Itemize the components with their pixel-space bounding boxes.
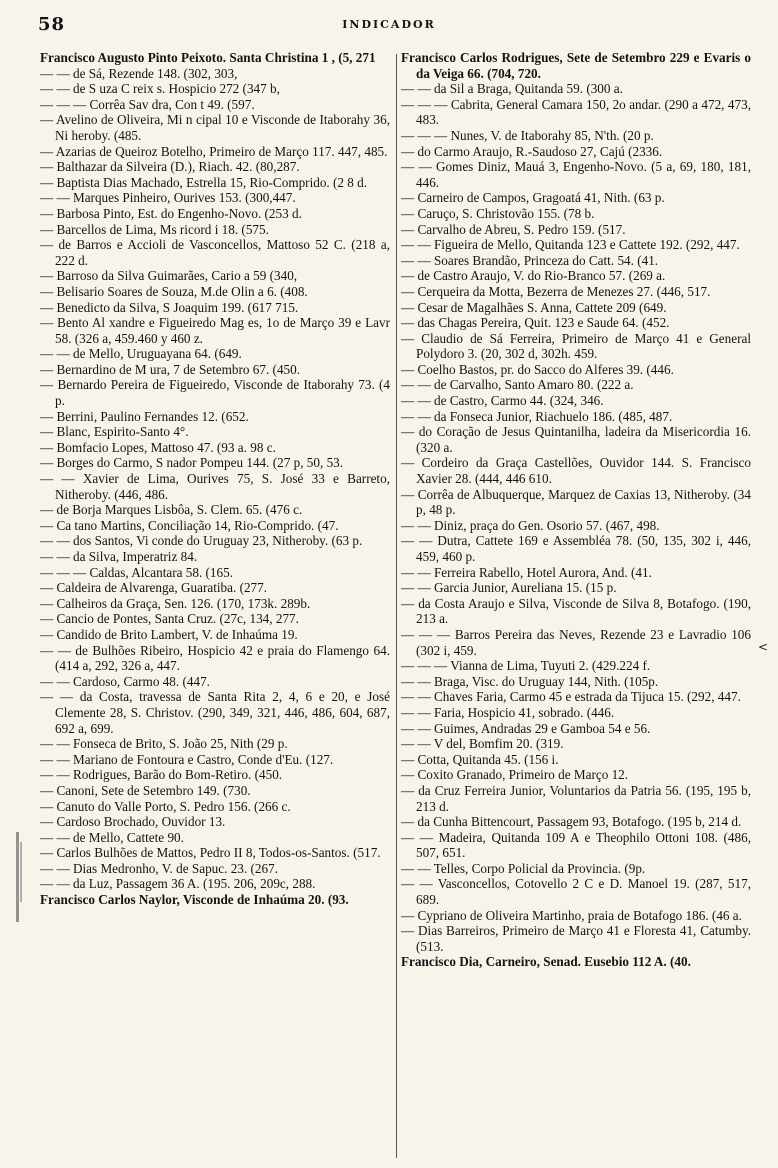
directory-entry: — Blanc, Espirito-Santo 4°. [40,424,189,440]
directory-entry: — — da Costa, travessa de Santa Rita 2, 4, 6 e 20, e José Clemente 28, S. Christov. (290, 349, 321, 446, 486, 604, 687, 692 a, 699. [40,689,390,736]
directory-entry: — Cordeiro da Graça Castellões, Ouvidor 144. S. Francisco Xavier 28. (444, 446 610. [401,455,751,487]
directory-entry: — Benedicto da Silva, S Joaquim 199. (617 715. [40,299,299,315]
directory-entry: — — de S uza C reix s. Hospicio 272 (347 b, [40,81,280,97]
margin-note: < [757,640,768,654]
directory-entry: — Baptista Dias Machado, Estrella 15, Rio-Comprido. (2 8 d. [40,174,368,190]
directory-entry: — — Marques Pinheiro, Ourives 153. (300,447. [40,190,296,206]
directory-entry: — Azarias de Queiroz Botelho, Primeiro de Março 117. 447, 485. [40,143,388,159]
directory-entry: — — Dias Medronho, V. de Sapuc. 23. (267. [40,860,278,876]
directory-entry: — Barroso da Silva Guimarães, Cario a 59 (340, [40,268,298,284]
directory-entry: — — de Bulhões Ribeiro, Hospicio 42 e praia do Flamengo 64. (414 a, 292, 326 a, 447. [40,642,390,674]
directory-entry: — — dos Santos, Vi conde do Uruguay 23, Nitheroby. (63 p. [40,533,363,549]
directory-entry: — Avelino de Oliveira, Mi n cipal 10 e Visconde de Itaborahy 36, Ni heroby. (485. [40,112,390,143]
right-entries-list [401,50,751,970]
directory-entry: — — de Mello, Uruguayana 64. (649. [40,346,242,362]
running-title: INDICADOR [342,18,436,31]
directory-entry: — Carvalho de Abreu, S. Pedro 159. (517. [401,221,626,237]
directory-entry: — — — Corrêa Sav dra, Con t 49. (597. [40,96,255,112]
directory-entry: — Corrêa de Albuquerque, Marquez de Caxias 13, Nitheroby. (34 p, 48 p. [401,486,751,518]
directory-entry: — — da Silva, Imperatriz 84. [40,549,198,564]
directory-entry: — — V del, Bomfim 20. (319. [401,736,564,752]
directory-entry: — de Barros e Accioli de Vasconcellos, Mattoso 52 C. (218 a, 222 d. [40,237,390,268]
directory-entry: — — Gomes Diniz, Mauá 3, Engenho-Novo. (5 a, 69, 180, 181, 446. [401,159,751,190]
directory-entry: — Candido de Brito Lambert, V. de Inhaúma 19. [40,626,298,642]
directory-entry: — — Mariano de Fontoura e Castro, Conde d'Eu. (127. [40,751,334,767]
directory-entry: — — Telles, Corpo Policial da Provincia. (9p. [401,860,646,876]
directory-entry: — Bento Al xandre e Figueiredo Mag es, 1o de Março 39 e Lavr 58. (326 a, 459.460 y 460 z. [40,315,390,346]
directory-entry: — — Braga, Visc. do Uruguay 144, Nith. (105p. [401,673,659,689]
directory-entry: — — Dutra, Cattete 169 e Assembléa 78. (50, 135, 302 i, 446, 459, 460 p. [401,533,751,564]
directory-entry: — Cancio de Pontes, Santa Cruz. (27c, 134, 277. [40,611,299,627]
directory-entry: — Balthazar da Silveira (D.), Riach. 42. (80,287. [40,159,300,175]
directory-entry: — — de Sá, Rezende 148. (302, 303, [40,65,238,81]
directory-entry: — — Cardoso, Carmo 48. (447. [40,673,210,689]
directory-entry: — Bernardino de M ura, 7 de Setembro 67. (450. [40,361,301,377]
directory-entry: — — Ferreira Rabello, Hotel Aurora, And. (41. [401,564,652,580]
directory-entry: — — — Cabrita, General Camara 150, 2o andar. (290 a 472, 473, 483. [401,96,751,128]
directory-entry: Francisco Carlos Naylor, Visconde de Inhaúma 20. (93. [40,892,349,908]
directory-entry: — Dias Barreiros, Primeiro de Março 41 e Floresta 41, Catumby. (513. [401,923,751,954]
directory-entry: — Barcellos de Lima, Ms ricord i 18. (575. [40,221,269,237]
directory-entry: — Cypriano de Oliveira Martinho, praia de Botafogo 186. (46 a. [401,907,742,923]
directory-entry: — Ca tano Martins, Conciliação 14, Rio-Comprido. (47. [40,517,339,533]
directory-entry: — — de Mello, Cattete 90. [40,829,184,845]
directory-entry: — — Faria, Hospicio 41, sobrado. (446. [401,704,615,720]
directory-entry: — — — Barros Pereira das Neves, Rezende 23 e Lavradio 106 (302 i, 459. [401,626,751,658]
column-divider [396,54,397,1158]
directory-entry: — — Garcia Junior, Aureliana 15. (15 p. [401,580,617,596]
directory-entry: — da Cunha Bittencourt, Passagem 93, Botafogo. (195 b, 214 d. [401,814,742,830]
directory-entry: — — Rodrigues, Barão do Bom-Retiro. (450. [40,767,283,783]
directory-entry: — Canuto do Valle Porto, S. Pedro 156. (266 c. [40,798,291,814]
directory-entry: — — Fonseca de Brito, S. João 25, Nith (29 p. [40,736,288,752]
directory-entry: — das Chagas Pereira, Quit. 123 e Saude 64. (452. [401,315,670,331]
directory-entry: — Carlos Bulhões de Mattos, Pedro II 8, Todos-os-Santos. (517. [40,845,381,861]
directory-entry: — Caldeira de Alvarenga, Guaratiba. (277. [40,580,268,596]
directory-entry: — de Castro Araujo, V. do Rio-Branco 57. (269 a. [401,268,666,284]
directory-entry: Francisco Carlos Rodrigues, Sete de Setembro 229 e Evaris o da Veiga 66. (704, 720. [401,50,751,81]
directory-entry: — Borges do Carmo, S nador Pompeu 144. (27 p, 50, 53. [40,455,344,471]
directory-entry: — — da Luz, Passagem 36 A. (195. 206, 209c, 288. [40,876,316,892]
directory-entry: — Cerqueira da Motta, Bezerra de Menezes 27. (446, 517. [401,283,711,299]
page-header [0,14,778,42]
directory-entry: — Belisario Soares de Souza, M.de Olin a 6. (408. [40,283,308,299]
directory-entry: — — da Fonseca Junior, Riachuelo 186. (485, 487. [401,408,673,424]
directory-entry: Francisco Dia, Carneiro, Senad. Eusebio 112 A. (40. [401,954,691,970]
directory-entry: — Calheiros da Graça, Sen. 126. (170, 173k. 289b. [40,595,311,611]
directory-entry: — da Costa Araujo e Silva, Visconde de Silva 8, Botafogo. (190, 213 a. [401,595,751,627]
directory-entry: — — Figueira de Mello, Quitanda 123 e Cattete 192. (292, 447. [401,237,740,253]
directory-entry: — Cesar de Magalhães S. Anna, Cattete 209 (649. [401,299,667,315]
directory-entry: — — Madeira, Quitanda 109 A e Theophilo Ottoni 108. (486, 507, 651. [401,829,751,861]
directory-entry: — Carneiro de Campos, Gragoatá 41, Nith. (63 p. [401,190,665,206]
directory-entry: — Coxito Granado, Primeiro de Março 12. [401,767,629,783]
directory-entry: — — Chaves Faria, Carmo 45 e estrada da Tijuca 15. (292, 447. [401,689,741,705]
directory-entry: — da Cruz Ferreira Junior, Voluntarios da Patria 56. (195, 195 b, 213 d. [401,782,751,814]
directory-entry: — Barbosa Pinto, Est. do Engenho-Novo. (253 d. [40,205,302,221]
right-column [401,50,751,1158]
directory-entry: — — de Castro, Carmo 44. (324, 346. [401,393,604,409]
directory-entry: — Cotta, Quitanda 45. (156 i. [401,751,559,767]
directory-entry: — — — Caldas, Alcantara 58. (165. [40,564,234,580]
left-entries-list [40,50,390,908]
directory-entry: — Claudio de Sá Ferreira, Primeiro de Março 41 e General Polydoro 3. (20, 302 d, 302h. 459. [401,330,751,362]
margin-stain-mark [14,832,24,922]
directory-entry: — — de Carvalho, Santo Amaro 80. (222 a. [401,377,634,393]
left-column [40,50,390,1158]
directory-entry: — do Coração de Jesus Quintanilha, ladeira da Misericordia 16. (320 a. [401,424,751,455]
directory-entry: — — Xavier de Lima, Ourives 75, S. José 33 e Barreto, Nitheroby. (446, 486. [40,471,390,502]
directory-entry: — — — Nunes, V. de Itaborahy 85, N'th. (20 p. [401,127,654,143]
directory-entry: — — Diniz, praça do Gen. Osorio 57. (467, 498. [401,517,660,533]
directory-entry: — do Carmo Araujo, R.-Saudoso 27, Cajú (2336. [401,143,663,159]
directory-entry: — — Soares Brandão, Princeza do Catt. 54. (41. [401,252,659,268]
directory-entry: — — — Vianna de Lima, Tuyuti 2. (429.224 f. [401,658,651,674]
directory-entry: — Cardoso Brochado, Ouvidor 13. [40,814,226,830]
page-number: 58 [38,14,66,35]
directory-entry: — — da Sil a Braga, Quitanda 59. (300 a. [401,81,623,97]
directory-entry: — Canoni, Sete de Setembro 149. (730. [40,782,251,798]
directory-entry: — de Borja Marques Lisbôa, S. Clem. 65. (476 c. [40,502,303,518]
directory-entry: — Coelho Bastos, pr. do Sacco do Alferes 39. (446. [401,361,674,377]
directory-entry: — Berrini, Paulino Fernandes 12. (652. [40,408,249,424]
directory-entry: — — Guimes, Andradas 29 e Gamboa 54 e 56. [401,720,651,736]
directory-entry: Francisco Augusto Pinto Peixoto. Santa Christina 1 , (5, 271 [40,50,376,65]
directory-entry: — Bomfacio Lopes, Mattoso 47. (93 a. 98 c. [40,439,276,455]
directory-entry: — Bernardo Pereira de Figueiredo, Visconde de Itaborahy 73. (4 p. [40,377,390,409]
directory-entry: — — Vasconcellos, Cotovello 2 C e D. Manoel 19. (287, 517, 689. [401,876,751,908]
directory-entry: — Caruço, S. Christovão 155. (78 b. [401,205,595,221]
